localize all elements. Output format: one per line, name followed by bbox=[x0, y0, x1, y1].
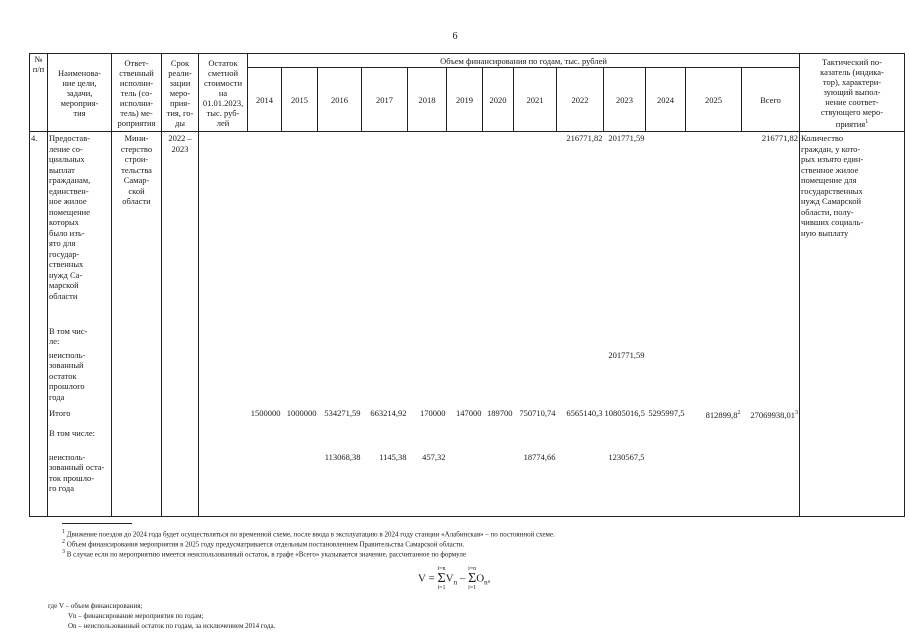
header-total: Всего bbox=[742, 68, 800, 132]
header-responsible: Ответ- ственный исполни- тель (со- исполни- тель) ме- роприятия bbox=[112, 54, 162, 132]
header-year-2022: 2022 bbox=[557, 68, 604, 132]
total-unused-label: неисполь- зованный оста- ток прошло- го года bbox=[48, 451, 112, 517]
footnote-separator bbox=[62, 523, 132, 524]
total-unused-value-2016: 113068,38 bbox=[318, 451, 362, 517]
header-year-2014: 2014 bbox=[248, 68, 282, 132]
total-value-2016: 534271,59 bbox=[324, 407, 361, 418]
header-year-2015: 2015 bbox=[282, 68, 318, 132]
header-year-2023: 2023 bbox=[604, 68, 646, 132]
item-unused-label: неисполь- зованный остаток прошлого года bbox=[48, 349, 112, 407]
item-value-2022: 216771,82 bbox=[557, 132, 604, 325]
header-year-2018: 2018 bbox=[408, 68, 447, 132]
item-number: 4. bbox=[30, 132, 48, 325]
legend-line-1: где V – объем финансирования; bbox=[48, 602, 143, 610]
table-row-item-4-including bbox=[30, 325, 905, 349]
legend-line-2: Vn – финансирование мероприятия по годам; bbox=[68, 612, 204, 620]
header-name: Наименова- ние цели, задачи, мероприя- тия bbox=[48, 54, 112, 132]
item-unused-value-2023: 201771,59 bbox=[608, 349, 645, 360]
total-label: Итого bbox=[48, 407, 112, 427]
financing-table bbox=[29, 53, 905, 517]
total-value-2019: 147000 bbox=[456, 407, 482, 418]
table-row-total-unused bbox=[30, 451, 905, 517]
item-indicator: Количество граждан, у кото- рых изъято един- ственное жилое помещение для государственных нужд Самарской области, полу- чивших социаль- ную выплату bbox=[800, 132, 905, 325]
header-period: Срок реали- зации меро- прия- тия, го- ды bbox=[162, 54, 199, 132]
legend-line-3: On – неиспользованный остаток по годам, за исключением 2014 года. bbox=[68, 622, 276, 630]
header-year-2017: 2017 bbox=[362, 68, 408, 132]
table-row-item-4 bbox=[30, 132, 905, 325]
item-including-label: В том чис- ле: bbox=[48, 325, 112, 349]
item-responsible: Мини- стерство строи- тельства Самар- ской области bbox=[112, 132, 162, 325]
total-unused-value-2021: 18774,66 bbox=[514, 451, 557, 517]
header-year-2020: 2020 bbox=[483, 68, 514, 132]
total-value-2014: 1500000 bbox=[250, 407, 281, 418]
header-year-2019: 2019 bbox=[447, 68, 483, 132]
header-financing-group: Объем финансирования по годам, тыс. рублей bbox=[248, 54, 800, 68]
item-name: Предостав- ление со- циальных выплат гражданам, единствен- ное жилое помещение которых было изъ- ято для государ- ственных нужд Са- марской области bbox=[48, 132, 112, 325]
total-unused-value-2023: 1230567,5 bbox=[604, 451, 646, 517]
header-remainder: Остаток сметной стоимости на 01.01.2023, тыс. руб- лей bbox=[199, 54, 248, 132]
item-period: 2022 – 2023 bbox=[162, 132, 199, 325]
item-value-total: 216771,82 bbox=[742, 132, 800, 325]
header-year-2021: 2021 bbox=[514, 68, 557, 132]
total-value-2024: 5295997,5 bbox=[648, 407, 685, 418]
total-value-2018: 170000 bbox=[420, 407, 446, 418]
table-row-total-including bbox=[30, 427, 905, 451]
footnote-1: $^1$ Движение поездов до 2024 года будет осуществляться по временной схеме, после ввода в эксплуатацию в 2024 году станции «Алабинская» – по постоянной схеме. bbox=[62, 529, 555, 539]
sum-symbol-1: i=n Σ i=1 bbox=[437, 566, 446, 591]
total-value-2021: 750710,74 bbox=[519, 407, 556, 418]
formula: V = i=n Σ $i=1V_n - i=n$ Σ $i=1O_n$, bbox=[418, 566, 491, 591]
header-number: № п/п bbox=[30, 54, 48, 132]
total-value-2017: 663214,92 bbox=[370, 407, 407, 418]
total-value-2025: 812899,8$^2$ bbox=[705, 409, 741, 420]
header-year-2024: 2024 bbox=[646, 68, 686, 132]
total-value-total: 27069938,01$^3$ bbox=[742, 407, 800, 427]
header-year-2025: 2025 bbox=[686, 68, 742, 132]
sum-symbol-2: i=n Σ i=1 bbox=[468, 566, 477, 591]
header-year-2016: 2016 bbox=[318, 68, 362, 132]
total-unused-value-2018: 457,32 bbox=[408, 451, 447, 517]
page-number: 6 bbox=[452, 31, 458, 42]
footnote-3: $^3$ В случае если по мероприятию имеется неиспользованный остаток, в графе «Всего» указывается значение, рассчитанное по формуле bbox=[62, 549, 466, 559]
header-indicator: Тактический по- казатель (индика- тор), характери- зующий выпол- нение соответ- ствующего меро- приятия$^1$ bbox=[800, 54, 905, 132]
total-value-2022: 6565140,3 bbox=[566, 407, 603, 418]
table-row-total bbox=[30, 407, 905, 427]
total-value-2015: 1000000 bbox=[286, 407, 317, 418]
total-including-label: В том числе: bbox=[48, 427, 112, 451]
item-value-2023: 201771,59 bbox=[604, 132, 646, 325]
total-value-2020: 189700 bbox=[487, 407, 513, 418]
total-value-2023: 10805016,5 bbox=[604, 407, 645, 418]
total-unused-value-2017: 1145,38 bbox=[362, 451, 408, 517]
table-row-item-4-unused bbox=[30, 349, 905, 407]
footnote-2: $^2$ Объем финансирования мероприятия в 2025 году предусматривается отдельным постановлением Правительства Самарской области. bbox=[62, 539, 465, 549]
